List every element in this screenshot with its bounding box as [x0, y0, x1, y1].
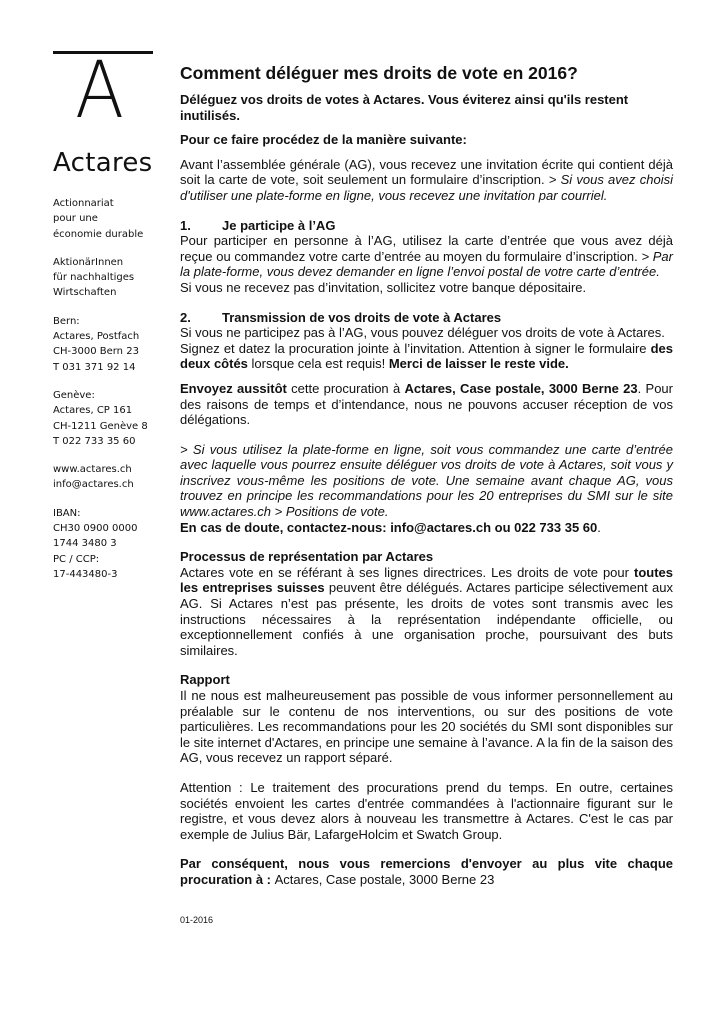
intro-platform-note: > Si vous avez choisi d'utiliser une plate-forme en ligne, vous recevez une invitation par courriel. — [180, 172, 673, 203]
tagline-fr-line: économie durable — [53, 228, 144, 240]
bank-line: PC / CCP: — [53, 553, 100, 565]
process-heading: Processus de représentation par Actares — [180, 549, 434, 565]
text-run: Signez et datez la procuration jointe à l’invitation. Attention à signer le formulaire — [180, 340, 651, 356]
procedure-heading: Pour ce faire procédez de la manière suivante: — [180, 132, 467, 148]
text-run: . Pour des raisons de temps et d’intendance, nous ne pouvons accuser réception de vos délégations. — [180, 380, 673, 428]
bank-line: 17-443480-3 — [53, 568, 118, 580]
intro-paragraph — [180, 157, 673, 204]
section-2-heading — [180, 310, 673, 326]
signature-instructions — [180, 341, 673, 372]
bank-line: 1744 3480 3 — [53, 538, 117, 550]
text-run: Actares vote en se référant à ses lignes directrices. Les droits de vote pour — [180, 564, 634, 580]
sidebar — [53, 196, 163, 595]
tagline-fr — [53, 196, 163, 242]
section-1-bank-note: Si vous ne recevez pas d’invitation, sollicitez votre banque dépositaire. — [180, 279, 587, 295]
tagline-de-line: AktionärInnen — [53, 256, 124, 268]
send-instructions — [180, 381, 673, 428]
postal-address: Actares, Case postale, 3000 Berne 23 — [274, 871, 495, 887]
rapport-heading: Rapport — [180, 672, 230, 688]
platform-paragraph: > Si vous utilisez la plate-forme en ligne, soit vous commandez une carte d’entrée avec laquelle vous pourrez ensuite déléguer vos droits de vote à Actares, soit vous y inscrivez vous-même les positions de vote. Une semaine avant chaque AG, vous trouvez en principe les recommandations pour les 20 entreprises du SMI sur le site www.actares.ch > Positions de vote. — [180, 441, 673, 520]
tagline-de — [53, 255, 163, 301]
section-title: Je participe à l’AG — [222, 217, 336, 233]
bank-details — [53, 506, 163, 582]
address-line: CH-3000 Bern 23 — [53, 346, 139, 358]
website-link[interactable]: www.actares.ch — [53, 464, 132, 476]
closing-paragraph — [180, 856, 673, 887]
text-run-bold: toutes les entreprises suisses — [180, 564, 673, 596]
lead-text: Déléguez vos droits de votes à Actares. Vous éviterez ainsi qu'ils restent inutilisés. — [180, 92, 629, 123]
text-run: cette procuration à — [286, 380, 405, 396]
tagline-de-line: für nachhaltiges — [53, 272, 135, 284]
address-line: Actares, CP 161 — [53, 405, 133, 417]
postal-address: Actares, Case postale, 3000 Berne 23 — [404, 380, 638, 396]
logo-name: Actares — [53, 148, 153, 178]
page-title: Comment déléguer mes droits de vote en 2016? — [180, 63, 578, 83]
section-number: 1. — [180, 217, 191, 233]
text-run-bold: Merci de laisser le reste vide. — [388, 356, 569, 372]
address-geneve — [53, 388, 163, 449]
bank-line: CH30 0900 0000 — [53, 523, 138, 535]
section-1-text: Pour participer en personne à l’AG, utilisez la carte d’entrée que vous avez déjà reçue ou commandez votre carte d’entrée au moyen du formulaire d’inscription. — [180, 233, 673, 264]
address-line: Actares, Postfach — [53, 331, 140, 343]
text-run: peuvent être délégués. Actares participe sélectivement aux AG. Si Actares n’est pas présente, les droits de votes sont transmis avec les instructions nécessaires à la représentation indépendante officielle, ou exceptionnellement confiés à une organisation proche, poursuivant des buts similaires. — [180, 580, 673, 658]
phone-geneve: T 022 733 35 60 — [53, 435, 136, 447]
address-line: Bern: — [53, 315, 80, 327]
phone-bern: T 031 371 92 14 — [53, 361, 136, 373]
section-1-body — [180, 233, 673, 280]
document-code: 01-2016 — [180, 915, 214, 925]
address-bern — [53, 314, 163, 375]
contact-line — [180, 520, 673, 536]
contact-text: En cas de doute, contactez-nous: info@actares.ch ou 022 733 35 60 — [180, 519, 598, 535]
bank-line: IBAN: — [53, 507, 81, 519]
section-1-heading — [180, 218, 673, 234]
address-line: CH-1211 Genève 8 — [53, 420, 148, 432]
text-run-bold: Envoyez aussitôt — [180, 380, 287, 396]
text-run: lorsque cela est requis! — [247, 356, 389, 372]
tagline-de-line: Wirtschaften — [53, 287, 117, 299]
rapport-paragraph: Il ne nous est malheureusement pas possible de vous informer personnellement au préalable sur le contenu de nos interventions, ou sur des positions de vote particulières. Les recommandations pour les 20 sociétés du SMI sont disponibles sur le site internet d'Actares, en principe une semaine à l’avance. A la fin de la saison des AG, vous recevez un rapport séparé. — [180, 688, 673, 766]
document-body — [180, 62, 673, 888]
process-paragraph — [180, 565, 673, 659]
tagline-fr-line: Actionnariat — [53, 198, 114, 209]
intro-text: Avant l’assemblée générale (AG), vous recevez une invitation écrite qui contient déjà soit la carte de vote, soit seulement un formulaire d’inscription. — [180, 156, 673, 188]
address-line: Genève: — [53, 389, 95, 401]
email-link[interactable]: info@actares.ch — [53, 479, 134, 491]
logo-letter: A — [75, 46, 124, 136]
web-contact — [53, 462, 163, 493]
tagline-fr-line: pour une — [53, 213, 98, 225]
text-run: . — [597, 519, 601, 535]
attention-paragraph: Attention : Le traitement des procurations prend du temps. En outre, certaines sociétés envoient les cartes d'entrée commandées à l'actionnaire figurant sur le registre, et vous devez alors à nouveau les transmettre à Actares. C'est le cas par exemple de Julius Bär, LafargeHolcim et Swatch Group. — [180, 779, 673, 842]
text-run-bold: Par conséquent, nous vous remercions d'envoyer au plus vite chaque procuration à : — [180, 856, 673, 887]
section-2-text: Si vous ne participez pas à l’AG, vous pouvez déléguer vos droits de vote à Actares. — [180, 325, 665, 341]
section-number: 2. — [180, 309, 191, 325]
section-1-platform-note: > Par la plate-forme, vous devez demander en ligne l’envoi postal de votre carte d’entrée. — [180, 248, 673, 280]
section-title: Transmission de vos droits de vote à Actares — [222, 309, 502, 325]
text-run-bold: des deux côtés — [180, 340, 673, 372]
